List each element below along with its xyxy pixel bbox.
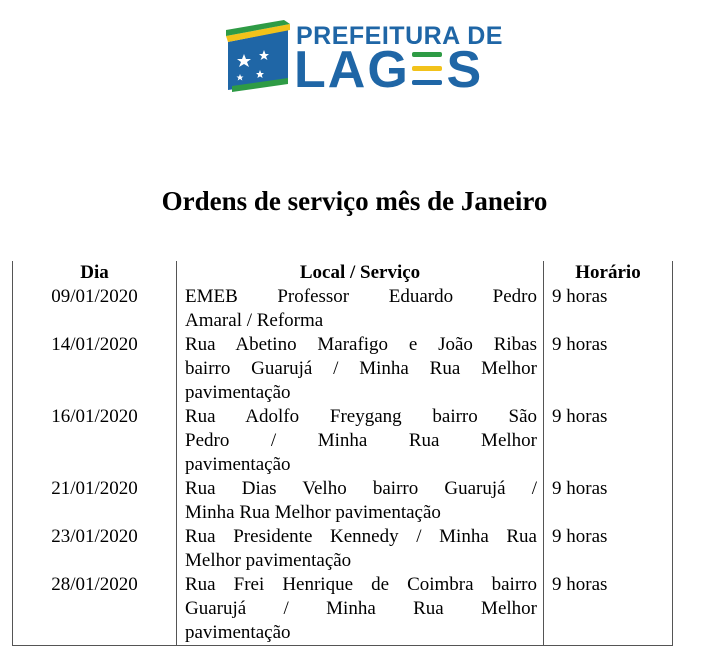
- cell-local: [177, 333, 544, 405]
- flag-emblem-icon: [224, 20, 296, 96]
- cell-local-line: Rua Frei Henrique de Coimbra bairro: [185, 574, 537, 595]
- cell-local-line: bairro Guarujá / Minha Rua Melhor: [185, 358, 537, 379]
- table-row: [13, 333, 673, 405]
- cell-local-line: Melhor pavimentação: [185, 550, 352, 571]
- header-dia: Dia: [13, 261, 177, 285]
- table-header-row: [13, 261, 673, 285]
- table-row: [13, 477, 673, 525]
- logo-letter: L: [294, 41, 328, 99]
- logo-bar-green: [412, 52, 442, 57]
- cell-local: [177, 405, 544, 477]
- cell-local-line: Rua Dias Velho bairro Guarujá /: [185, 478, 537, 499]
- cell-local-line: Rua Adolfo Freygang bairro São: [185, 406, 537, 427]
- cell-local: [177, 285, 544, 333]
- cell-horario: 9 horas: [544, 333, 673, 405]
- table-row: [13, 285, 673, 333]
- cell-local: [177, 525, 544, 573]
- cell-dia: 14/01/2020: [13, 333, 177, 405]
- cell-local-line: Pedro / Minha Rua Melhor: [185, 430, 537, 451]
- cell-dia: 16/01/2020: [13, 405, 177, 477]
- cell-horario: 9 horas: [544, 573, 673, 646]
- logo-bar-yellow: [412, 66, 442, 71]
- cell-dia: 21/01/2020: [13, 477, 177, 525]
- prefeitura-logo: [224, 20, 503, 99]
- table-row: [13, 525, 673, 573]
- cell-local-line: Rua Abetino Marafigo e João Ribas: [185, 334, 537, 355]
- cell-horario: 9 horas: [544, 405, 673, 477]
- logo-letter: S: [446, 41, 484, 99]
- logo-text-city: [294, 41, 484, 99]
- header-local: Local / Serviço: [177, 261, 544, 285]
- cell-local-line: pavimentação: [185, 622, 291, 643]
- logo-bar-blue: [412, 80, 442, 85]
- cell-local-line: pavimentação: [185, 454, 291, 475]
- cell-horario: 9 horas: [544, 285, 673, 333]
- cell-dia: 23/01/2020: [13, 525, 177, 573]
- service-orders-table: [12, 261, 673, 646]
- cell-local-line: Guarujá / Minha Rua Melhor: [185, 598, 537, 619]
- logo-letter: G: [367, 41, 410, 99]
- logo-text-prefeitura: PREFEITURA DE: [296, 22, 503, 50]
- cell-local: [177, 477, 544, 525]
- cell-local: [177, 573, 544, 646]
- header-horario: Horário: [544, 261, 673, 285]
- cell-local-line: Amaral / Reforma: [185, 310, 324, 331]
- cell-dia: 09/01/2020: [13, 285, 177, 333]
- cell-horario: 9 horas: [544, 477, 673, 525]
- page-title: Ordens de serviço mês de Janeiro: [161, 186, 548, 216]
- logo-letter: A: [327, 41, 368, 99]
- cell-local-line: EMEB Professor Eduardo Pedro: [185, 286, 537, 307]
- table-row: [13, 405, 673, 477]
- table-row: [13, 573, 673, 646]
- cell-local-line: Minha Rua Melhor pavimentação: [185, 502, 441, 523]
- cell-local-line: Rua Presidente Kennedy / Minha Rua: [185, 526, 537, 547]
- cell-horario: 9 horas: [544, 525, 673, 573]
- logo-letter-e: [410, 44, 447, 96]
- cell-dia: 28/01/2020: [13, 573, 177, 646]
- cell-local-line: pavimentação: [185, 382, 291, 403]
